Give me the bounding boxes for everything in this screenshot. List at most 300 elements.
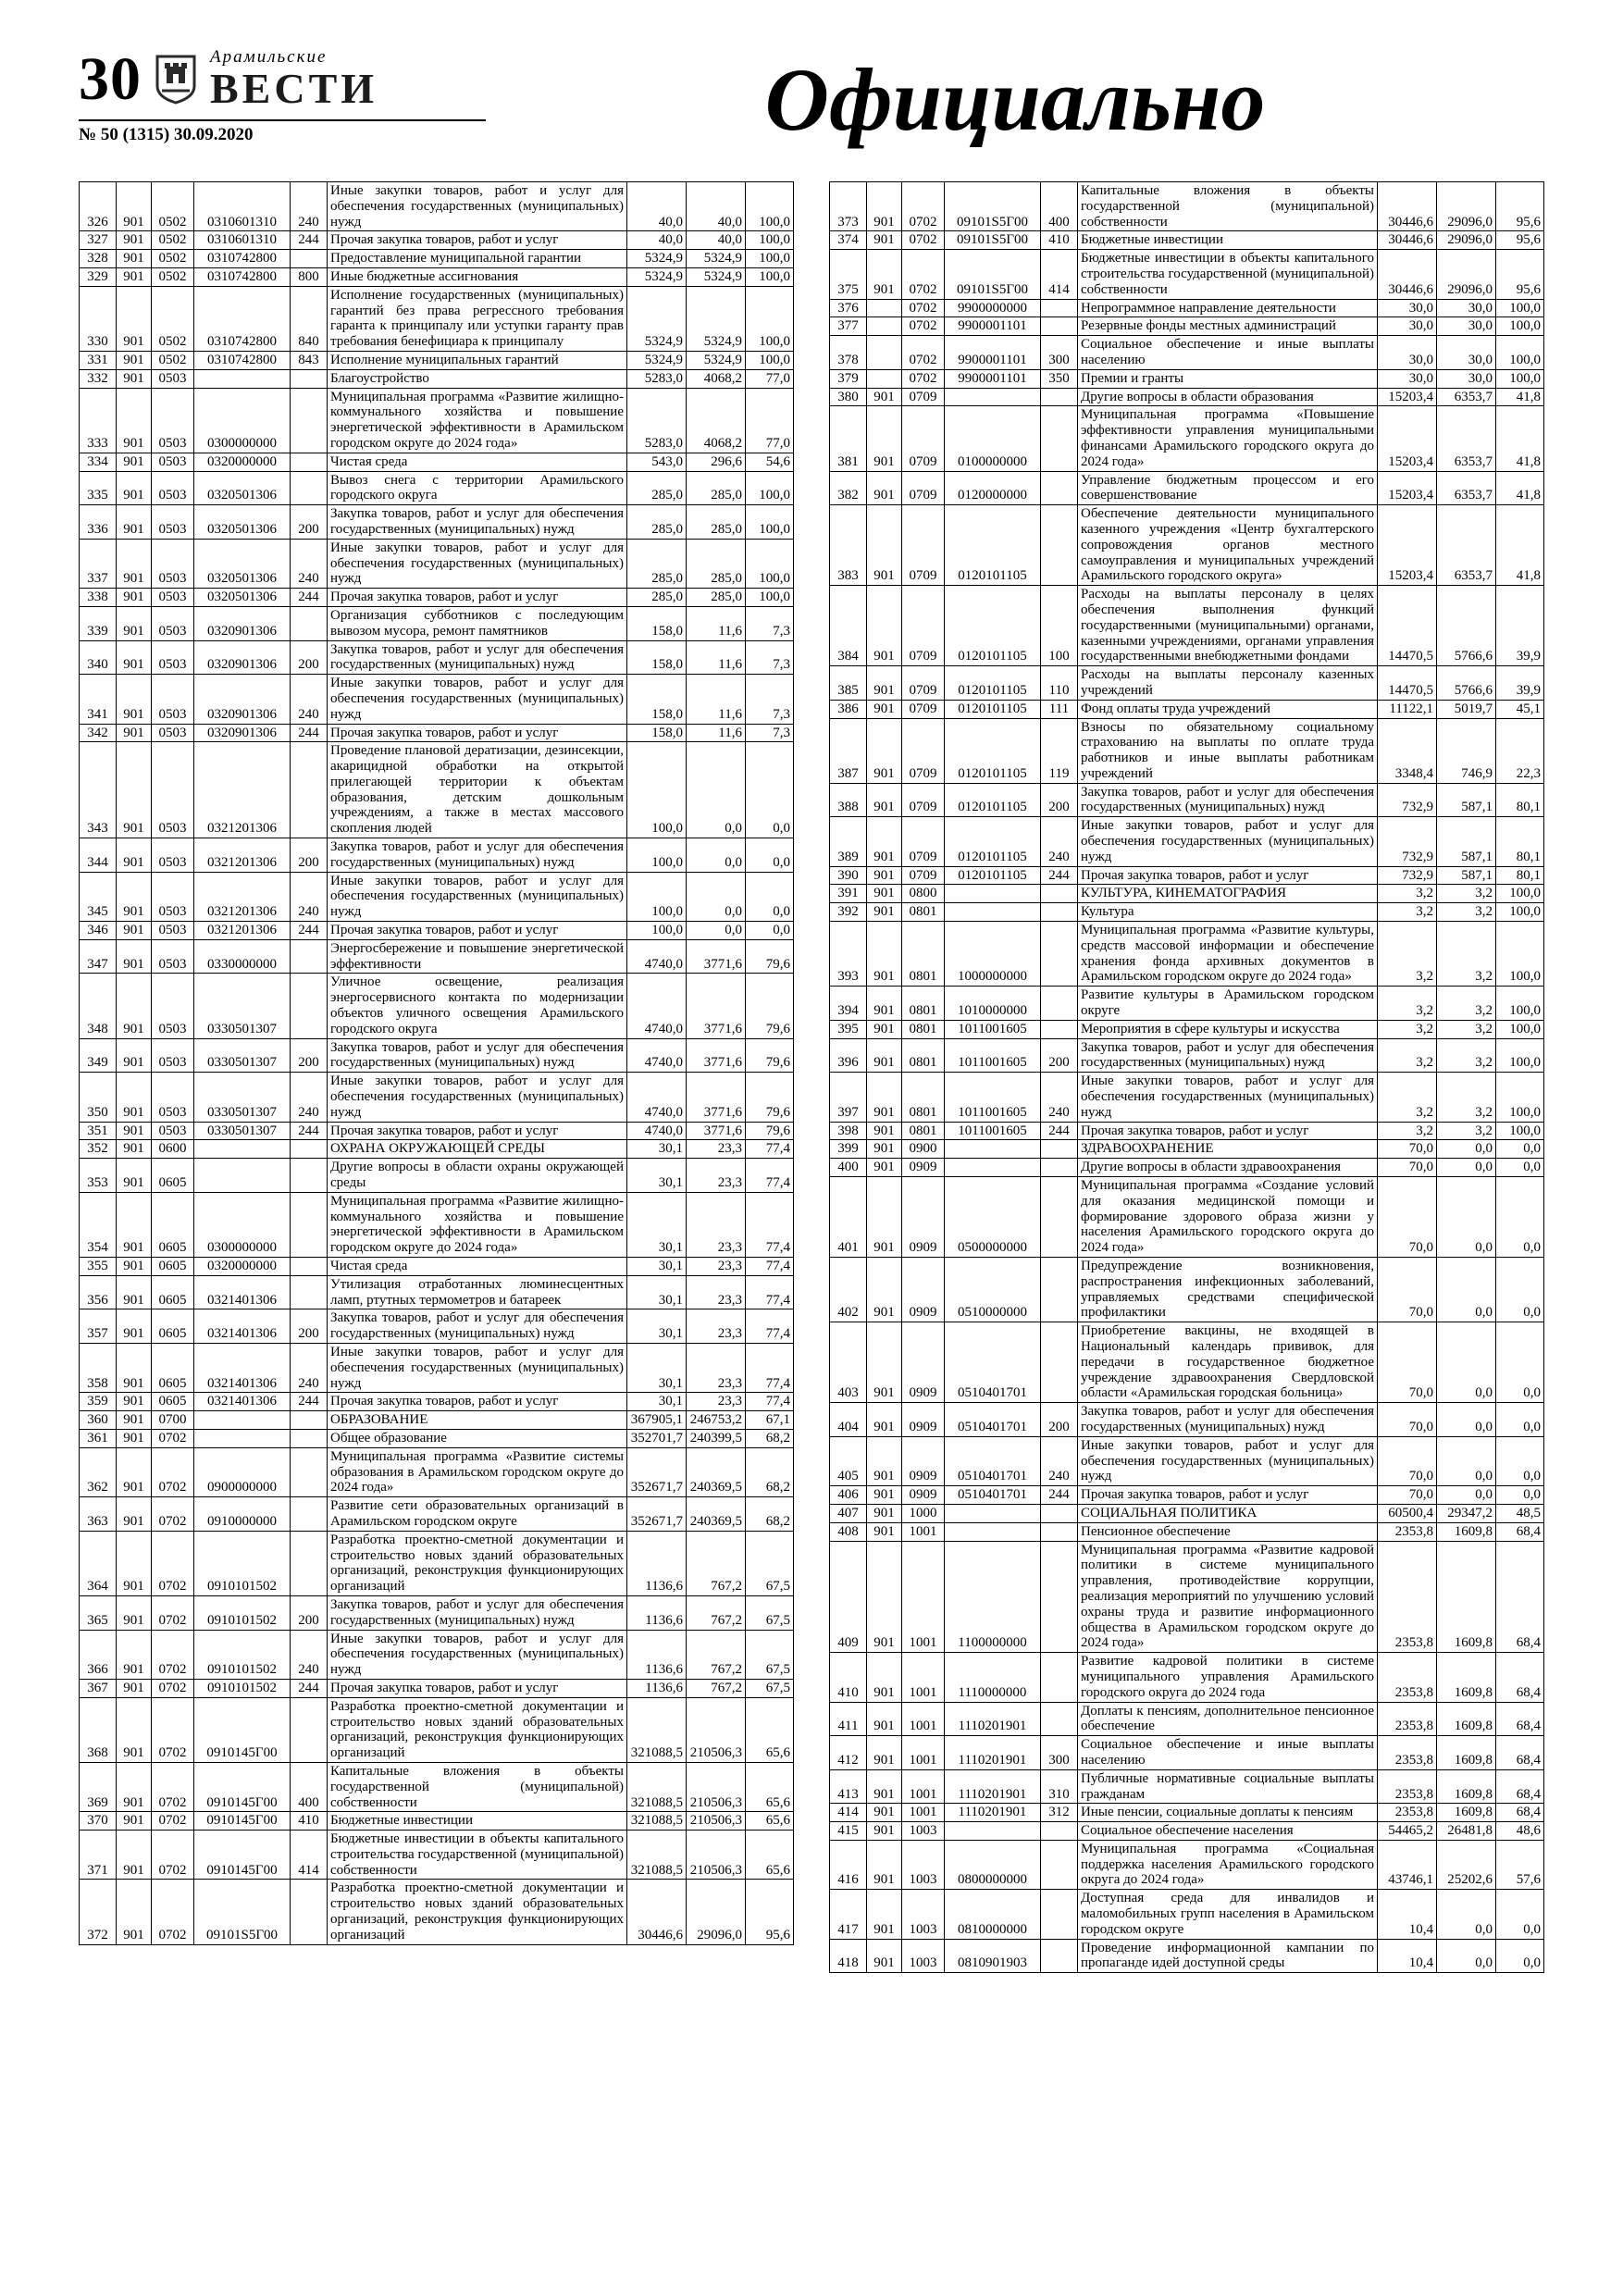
cell-vr: [291, 1531, 328, 1595]
cell-razdel: 0605: [152, 1258, 194, 1276]
cell-pct: 100,0: [1496, 299, 1544, 317]
cell-plan: 3,2: [1378, 1073, 1437, 1122]
cell-name: Прочая закупка товаров, работ и услуг: [328, 589, 627, 607]
cell-num: 329: [80, 267, 117, 286]
cell-num: 411: [830, 1702, 867, 1736]
cell-plan: 352671,7: [627, 1497, 687, 1532]
cell-num: 342: [80, 724, 117, 742]
cell-grbs: [867, 369, 902, 388]
cell-vr: 244: [291, 724, 328, 742]
cell-grbs: 901: [867, 471, 902, 505]
cell-razdel: 0605: [152, 1343, 194, 1392]
cell-csr: 0310601310: [194, 231, 291, 250]
cell-vr: 200: [291, 1309, 328, 1344]
cell-num: 332: [80, 369, 117, 388]
cell-num: 326: [80, 182, 117, 231]
budget-row: [80, 369, 794, 388]
cell-csr: 1011001605: [945, 1122, 1041, 1140]
cell-pct: 7,3: [746, 640, 794, 675]
cell-fact: 29096,0: [687, 1880, 746, 1944]
cell-grbs: 901: [117, 1122, 152, 1140]
cell-vr: [1041, 388, 1078, 406]
cell-grbs: 901: [117, 1762, 152, 1811]
cell-csr: 0310742800: [194, 267, 291, 286]
cell-razdel: 0503: [152, 539, 194, 588]
cell-name: Приобретение вакцины, не входящей в Национальный календарь прививок, для передачи в государственное бюджетное учреждение здравоохранения Свердловской области «Арамильская городская больница»: [1078, 1322, 1378, 1403]
budget-row: [830, 1702, 1544, 1736]
cell-csr: 0120101105: [945, 586, 1041, 666]
cell-fact: 30,0: [1437, 317, 1496, 336]
cell-csr: 0320901306: [194, 606, 291, 640]
cell-num: 339: [80, 606, 117, 640]
cell-grbs: 901: [117, 1038, 152, 1073]
budget-row: [830, 1504, 1544, 1522]
cell-name: ЗДРАВООХРАНЕНИЕ: [1078, 1140, 1378, 1159]
cell-razdel: 0503: [152, 640, 194, 675]
cell-pct: 100,0: [1496, 336, 1544, 370]
cell-name: Иные пенсии, социальные доплаты к пенсиям: [1078, 1804, 1378, 1822]
budget-row: [830, 1541, 1544, 1653]
cell-vr: 350: [1041, 369, 1078, 388]
cell-name: Расходы на выплаты персоналу казенных учреждений: [1078, 666, 1378, 701]
budget-row: [830, 1073, 1544, 1122]
cell-grbs: 901: [117, 1679, 152, 1697]
cell-csr: 0120101105: [945, 505, 1041, 586]
cell-vr: [1041, 1140, 1078, 1159]
budget-row: [80, 1497, 794, 1532]
cell-fact: 23,3: [687, 1309, 746, 1344]
cell-num: 418: [830, 1939, 867, 1973]
cell-fact: 0,0: [1437, 1258, 1496, 1322]
cell-csr: 0330501307: [194, 1122, 291, 1140]
cell-grbs: 901: [117, 939, 152, 974]
budget-row: [80, 1192, 794, 1257]
cell-grbs: 901: [867, 1403, 902, 1437]
cell-num: 377: [830, 317, 867, 336]
cell-razdel: 0702: [152, 1447, 194, 1496]
cell-plan: 40,0: [627, 182, 687, 231]
cell-razdel: 0503: [152, 369, 194, 388]
cell-fact: 3,2: [1437, 922, 1496, 987]
cell-plan: 3,2: [1378, 1122, 1437, 1140]
cell-plan: 15203,4: [1378, 406, 1437, 471]
cell-name: Разработка проектно-сметной документации и строительство новых зданий образовательных организаций, реконструкция функционирующих организаций: [328, 1880, 627, 1944]
cell-plan: 30,1: [627, 1192, 687, 1257]
cell-plan: 30446,6: [1378, 231, 1437, 250]
cell-pct: 65,6: [746, 1831, 794, 1880]
cell-fact: 3,2: [1437, 1073, 1496, 1122]
budget-row: [830, 336, 1544, 370]
budget-row: [830, 1322, 1544, 1403]
cell-razdel: 0801: [902, 1073, 945, 1122]
budget-table-left: [79, 181, 794, 1945]
cell-grbs: 901: [867, 388, 902, 406]
cell-name: Социальное обеспечение и иные выплаты населению: [1078, 1736, 1378, 1770]
cell-razdel: 0503: [152, 453, 194, 471]
cell-vr: [291, 388, 328, 453]
budget-row: [830, 1804, 1544, 1822]
cell-fact: 0,0: [1437, 1322, 1496, 1403]
cell-fact: 5766,6: [1437, 586, 1496, 666]
cell-vr: [1041, 471, 1078, 505]
cell-fact: 1609,8: [1437, 1736, 1496, 1770]
cell-num: 395: [830, 1020, 867, 1038]
cell-vr: 244: [291, 589, 328, 607]
cell-razdel: 0909: [902, 1258, 945, 1322]
cell-grbs: 901: [117, 182, 152, 231]
cell-vr: [291, 939, 328, 974]
cell-num: 394: [830, 987, 867, 1021]
cell-name: Исполнение государственных (муниципальных) гарантий без права регрессного требования гаранта к принципалу или уступки гаранту прав требования бенефициара к принципалу: [328, 286, 627, 351]
cell-razdel: 0503: [152, 675, 194, 724]
cell-pct: 67,5: [746, 1630, 794, 1679]
cell-vr: 410: [291, 1812, 328, 1831]
cell-razdel: 0502: [152, 286, 194, 351]
cell-grbs: 901: [867, 1038, 902, 1073]
cell-plan: 100,0: [627, 872, 687, 921]
budget-row: [80, 1595, 794, 1630]
cell-vr: [1041, 1504, 1078, 1522]
cell-grbs: 901: [117, 286, 152, 351]
cell-num: 375: [830, 250, 867, 299]
budget-row: [80, 1073, 794, 1122]
cell-razdel: 0709: [902, 718, 945, 783]
budget-table-right: [829, 181, 1544, 1973]
cell-plan: 732,9: [1378, 866, 1437, 885]
cell-vr: 843: [291, 351, 328, 369]
cell-csr: [194, 1140, 291, 1159]
cell-fact: 3771,6: [687, 1073, 746, 1122]
budget-row: [80, 388, 794, 453]
cell-fact: 0,0: [1437, 1486, 1496, 1505]
cell-vr: 244: [291, 922, 328, 940]
cell-name: Капитальные вложения в объекты государственной (муниципальной) собственности: [328, 1762, 627, 1811]
cell-grbs: 901: [117, 1192, 152, 1257]
budget-row: [80, 974, 794, 1038]
cell-razdel: 0503: [152, 1122, 194, 1140]
cell-plan: 30,1: [627, 1275, 687, 1309]
cell-csr: 0500000000: [945, 1177, 1041, 1258]
cell-name: Благоустройство: [328, 369, 627, 388]
cell-name: Другие вопросы в области образования: [1078, 388, 1378, 406]
cell-name: Вывоз снега с территории Арамильского городского округа: [328, 471, 627, 505]
cell-fact: 1609,8: [1437, 1522, 1496, 1541]
budget-row: [80, 1812, 794, 1831]
cell-fact: 0,0: [1437, 1159, 1496, 1177]
cell-num: 341: [80, 675, 117, 724]
cell-grbs: 901: [867, 182, 902, 231]
cell-fact: 4068,2: [687, 369, 746, 388]
cell-plan: 60500,4: [1378, 1504, 1437, 1522]
cell-razdel: 0702: [152, 1531, 194, 1595]
budget-row: [830, 231, 1544, 250]
masthead-top-label: Арамильские: [210, 47, 328, 67]
cell-plan: 4740,0: [627, 939, 687, 974]
cell-fact: 296,6: [687, 453, 746, 471]
cell-csr: 0910101502: [194, 1630, 291, 1679]
cell-num: 358: [80, 1343, 117, 1392]
cell-razdel: 0709: [902, 783, 945, 817]
cell-plan: 30,1: [627, 1140, 687, 1159]
budget-row: [80, 922, 794, 940]
cell-csr: 9900001101: [945, 317, 1041, 336]
cell-fact: 1609,8: [1437, 1769, 1496, 1804]
cell-name: Муниципальная программа «Развитие жилищно-коммунального хозяйства и повышение энергетической эффективности в Арамильском городском округе до 2024 года»: [328, 388, 627, 453]
cell-plan: 5283,0: [627, 388, 687, 453]
budget-row: [80, 250, 794, 268]
budget-row: [80, 1429, 794, 1447]
cell-csr: 0320000000: [194, 453, 291, 471]
cell-name: Муниципальная программа «Развитие кадровой политики в системе муниципального управления, противодействие коррупции, реализация мероприятий по улучшению условий охраны труда и развитие информационного общества в Арамильском городском округе до 2024 года»: [1078, 1541, 1378, 1653]
budget-row: [80, 1411, 794, 1430]
cell-name: Прочая закупка товаров, работ и услуг: [328, 1122, 627, 1140]
cell-plan: 3,2: [1378, 922, 1437, 987]
cell-name: Закупка товаров, работ и услуг для обеспечения государственных (муниципальных) нужд: [328, 640, 627, 675]
cell-plan: 2353,8: [1378, 1736, 1437, 1770]
budget-row: [830, 505, 1544, 586]
cell-num: 402: [830, 1258, 867, 1322]
cell-pct: 77,4: [746, 1309, 794, 1344]
cell-csr: 09101S5Г00: [194, 1880, 291, 1944]
cell-plan: 30,1: [627, 1159, 687, 1193]
cell-grbs: 901: [117, 974, 152, 1038]
cell-pct: 79,6: [746, 974, 794, 1038]
budget-row: [80, 1393, 794, 1411]
cell-vr: [1041, 299, 1078, 317]
cell-num: 409: [830, 1541, 867, 1653]
cell-plan: 5324,9: [627, 351, 687, 369]
cell-plan: 3,2: [1378, 885, 1437, 903]
cell-pct: 39,9: [1496, 586, 1544, 666]
cell-vr: 200: [1041, 1038, 1078, 1073]
cell-vr: [291, 1159, 328, 1193]
cell-name: Утилизация отработанных люминесцентных ламп, ртутных термометров и батареек: [328, 1275, 627, 1309]
cell-plan: 2353,8: [1378, 1702, 1437, 1736]
cell-csr: 0320501306: [194, 505, 291, 540]
cell-num: 364: [80, 1531, 117, 1595]
budget-row: [830, 1653, 1544, 1702]
cell-vr: [291, 250, 328, 268]
cell-name: Иные закупки товаров, работ и услуг для обеспечения государственных (муниципальных) нужд: [328, 539, 627, 588]
cell-grbs: 901: [117, 231, 152, 250]
cell-pct: 79,6: [746, 1073, 794, 1122]
cell-pct: 39,9: [1496, 666, 1544, 701]
cell-plan: 10,4: [1378, 1939, 1437, 1973]
cell-fact: 587,1: [1437, 817, 1496, 866]
cell-csr: 0320901306: [194, 724, 291, 742]
cell-name: Закупка товаров, работ и услуг для обеспечения государственных (муниципальных) нужд: [1078, 1403, 1378, 1437]
cell-pct: 0,0: [1496, 1436, 1544, 1485]
cell-vr: 240: [291, 1630, 328, 1679]
cell-plan: 70,0: [1378, 1322, 1437, 1403]
cell-grbs: 901: [867, 987, 902, 1021]
cell-razdel: 0702: [152, 1630, 194, 1679]
cell-grbs: 901: [117, 872, 152, 921]
cell-fact: 30,0: [1437, 369, 1496, 388]
cell-csr: 0321201306: [194, 838, 291, 873]
cell-num: 391: [830, 885, 867, 903]
cell-csr: [945, 885, 1041, 903]
cell-pct: 100,0: [746, 589, 794, 607]
cell-grbs: 901: [867, 1486, 902, 1505]
cell-num: 368: [80, 1697, 117, 1762]
cell-grbs: [867, 299, 902, 317]
cell-razdel: 0702: [152, 1831, 194, 1880]
cell-pct: 0,0: [1496, 1177, 1544, 1258]
cell-name: Иные закупки товаров, работ и услуг для обеспечения государственных (муниципальных) нужд: [328, 872, 627, 921]
cell-num: 389: [830, 817, 867, 866]
cell-razdel: 0503: [152, 1038, 194, 1073]
cell-grbs: 901: [867, 1939, 902, 1973]
cell-grbs: 901: [117, 838, 152, 873]
cell-num: 340: [80, 640, 117, 675]
cell-plan: 70,0: [1378, 1403, 1437, 1437]
cell-grbs: 901: [117, 1630, 152, 1679]
cell-plan: 285,0: [627, 589, 687, 607]
cell-csr: 0321201306: [194, 872, 291, 921]
cell-vr: 244: [1041, 1486, 1078, 1505]
cell-razdel: 0900: [902, 1140, 945, 1159]
cell-razdel: 1000: [902, 1504, 945, 1522]
cell-name: Фонд оплаты труда учреждений: [1078, 700, 1378, 718]
cell-fact: 5324,9: [687, 250, 746, 268]
cell-csr: 0330501307: [194, 1038, 291, 1073]
cell-razdel: 0605: [152, 1275, 194, 1309]
cell-num: 398: [830, 1122, 867, 1140]
cell-grbs: 901: [867, 1140, 902, 1159]
cell-name: ОБРАЗОВАНИЕ: [328, 1411, 627, 1430]
cell-vr: 100: [1041, 586, 1078, 666]
cell-csr: [945, 903, 1041, 922]
cell-name: Чистая среда: [328, 453, 627, 471]
cell-num: 335: [80, 471, 117, 505]
budget-row: [80, 1679, 794, 1697]
cell-name: Бюджетные инвестиции: [328, 1812, 627, 1831]
cell-pct: 65,6: [746, 1697, 794, 1762]
cell-razdel: 0702: [152, 1679, 194, 1697]
cell-pct: 67,5: [746, 1531, 794, 1595]
cell-pct: 41,8: [1496, 471, 1544, 505]
cell-pct: 68,4: [1496, 1702, 1544, 1736]
cell-vr: 240: [291, 675, 328, 724]
cell-grbs: 901: [117, 1531, 152, 1595]
cell-pct: 22,3: [1496, 718, 1544, 783]
cell-vr: 119: [1041, 718, 1078, 783]
cell-plan: 100,0: [627, 922, 687, 940]
cell-fact: 0,0: [1437, 1939, 1496, 1973]
cell-num: 355: [80, 1258, 117, 1276]
cell-plan: 1136,6: [627, 1595, 687, 1630]
cell-plan: 321088,5: [627, 1762, 687, 1811]
cell-pct: 68,4: [1496, 1804, 1544, 1822]
cell-fact: 5324,9: [687, 286, 746, 351]
cell-plan: 732,9: [1378, 817, 1437, 866]
cell-num: 351: [80, 1122, 117, 1140]
cell-name: Управление бюджетным процессом и его совершенствование: [1078, 471, 1378, 505]
cell-vr: 414: [1041, 250, 1078, 299]
cell-csr: 1011001605: [945, 1073, 1041, 1122]
cell-csr: [945, 1159, 1041, 1177]
cell-razdel: 0605: [152, 1159, 194, 1193]
cell-razdel: 0801: [902, 1020, 945, 1038]
cell-csr: 0320501306: [194, 589, 291, 607]
cell-num: 376: [830, 299, 867, 317]
cell-plan: 30,1: [627, 1393, 687, 1411]
cell-num: 360: [80, 1411, 117, 1430]
cell-fact: 1609,8: [1437, 1653, 1496, 1702]
cell-csr: 0330501307: [194, 974, 291, 1038]
budget-row: [830, 1258, 1544, 1322]
cell-pct: 95,6: [1496, 250, 1544, 299]
cell-fact: 0,0: [687, 838, 746, 873]
cell-num: 353: [80, 1159, 117, 1193]
cell-pct: 0,0: [746, 838, 794, 873]
cell-grbs: 901: [867, 1653, 902, 1702]
cell-vr: 240: [291, 1073, 328, 1122]
cell-grbs: 901: [117, 267, 152, 286]
cell-grbs: 901: [867, 817, 902, 866]
cell-plan: 4740,0: [627, 1122, 687, 1140]
cell-num: 371: [80, 1831, 117, 1880]
cell-pct: 77,4: [746, 1192, 794, 1257]
cell-razdel: 0709: [902, 666, 945, 701]
budget-row: [830, 1840, 1544, 1889]
cell-csr: [945, 1822, 1041, 1841]
cell-pct: 77,4: [746, 1159, 794, 1193]
cell-csr: 0910101502: [194, 1531, 291, 1595]
cell-num: 387: [830, 718, 867, 783]
budget-row: [830, 1403, 1544, 1437]
cell-pct: 57,6: [1496, 1840, 1544, 1889]
cell-vr: 240: [291, 1343, 328, 1392]
cell-plan: 158,0: [627, 606, 687, 640]
cell-pct: 68,4: [1496, 1653, 1544, 1702]
cell-plan: 70,0: [1378, 1140, 1437, 1159]
cell-plan: 14470,5: [1378, 666, 1437, 701]
cell-razdel: 0502: [152, 250, 194, 268]
cell-fact: 29096,0: [1437, 231, 1496, 250]
cell-grbs: 901: [867, 1177, 902, 1258]
cell-name: Иные закупки товаров, работ и услуг для обеспечения государственных (муниципальных) нужд: [328, 1343, 627, 1392]
cell-fact: 3771,6: [687, 939, 746, 974]
budget-row: [80, 1140, 794, 1159]
cell-fact: 4068,2: [687, 388, 746, 453]
cell-pct: 80,1: [1496, 866, 1544, 885]
cell-pct: 67,1: [746, 1411, 794, 1430]
budget-row: [830, 783, 1544, 817]
cell-vr: 110: [1041, 666, 1078, 701]
cell-csr: 0321401306: [194, 1343, 291, 1392]
cell-vr: 240: [291, 182, 328, 231]
cell-fact: 3,2: [1437, 1020, 1496, 1038]
cell-plan: 30,0: [1378, 317, 1437, 336]
cell-vr: 240: [1041, 1436, 1078, 1485]
budget-row: [830, 1939, 1544, 1973]
cell-num: 349: [80, 1038, 117, 1073]
cell-grbs: 901: [117, 539, 152, 588]
budget-row: [830, 987, 1544, 1021]
cell-vr: [1041, 1541, 1078, 1653]
cell-csr: 09101S5Г00: [945, 250, 1041, 299]
cell-plan: 321088,5: [627, 1831, 687, 1880]
cell-pct: 68,4: [1496, 1541, 1544, 1653]
cell-csr: 0310742800: [194, 250, 291, 268]
cell-csr: 0510000000: [945, 1258, 1041, 1322]
cell-vr: [1041, 1258, 1078, 1322]
cell-plan: 285,0: [627, 505, 687, 540]
budget-row: [80, 1831, 794, 1880]
cell-num: 410: [830, 1653, 867, 1702]
